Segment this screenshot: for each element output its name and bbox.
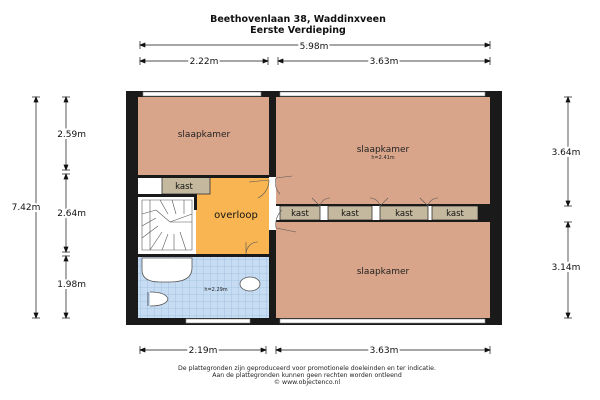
disclaimer-line-2: Aan de plattegronden kunnen geen rechten worden ontleend [212,372,402,379]
label-closet-5: kast [446,209,464,219]
dim-left-mid: 2.64m [57,209,86,219]
disclaimer-line-3: © www.objectenco.nl [273,379,341,386]
plan-address: Beethovenlaan 38, Waddinxveen [210,14,386,25]
label-bedroom-bottom-right: slaapkamer [356,267,410,277]
dim-top-right: 3.63m [369,57,399,67]
right-dimensions [564,97,572,318]
label-bedroom-top-left: slaapkamer [177,130,231,140]
label-closet-4: kast [395,209,413,219]
dim-right-top: 3.64m [551,148,581,158]
dim-top-left: 2.22m [189,57,219,67]
disclaimer-line-1: De plattegronden zijn geproduceerd voor promotionele doeleinden en ter indicatie. [178,365,436,372]
label-closet-3: kast [341,209,359,219]
dim-left-bottom: 1.98m [57,280,86,290]
sink [240,277,260,291]
dim-bottom-right: 3.63m [369,346,399,356]
room-stairwell [138,197,196,254]
label-bathroom-height: h=2.29m [204,287,228,293]
dim-right-bottom: 3.14m [551,263,581,273]
bathtub [142,258,192,282]
label-closet-2: kast [291,209,309,219]
dim-top-total: 5.98m [299,42,329,52]
dim-bottom-left: 2.19m [188,346,218,356]
dim-left-total: 7.42m [11,203,41,213]
label-bedroom-top-right: slaapkamer [356,145,410,155]
label-bedroom-top-right-height: h=2.41m [371,155,395,161]
label-landing: overloop [214,210,258,221]
dim-left-top: 2.59m [57,130,86,140]
plan-floor: Eerste Verdieping [250,25,346,36]
label-closet-1: kast [175,182,193,192]
